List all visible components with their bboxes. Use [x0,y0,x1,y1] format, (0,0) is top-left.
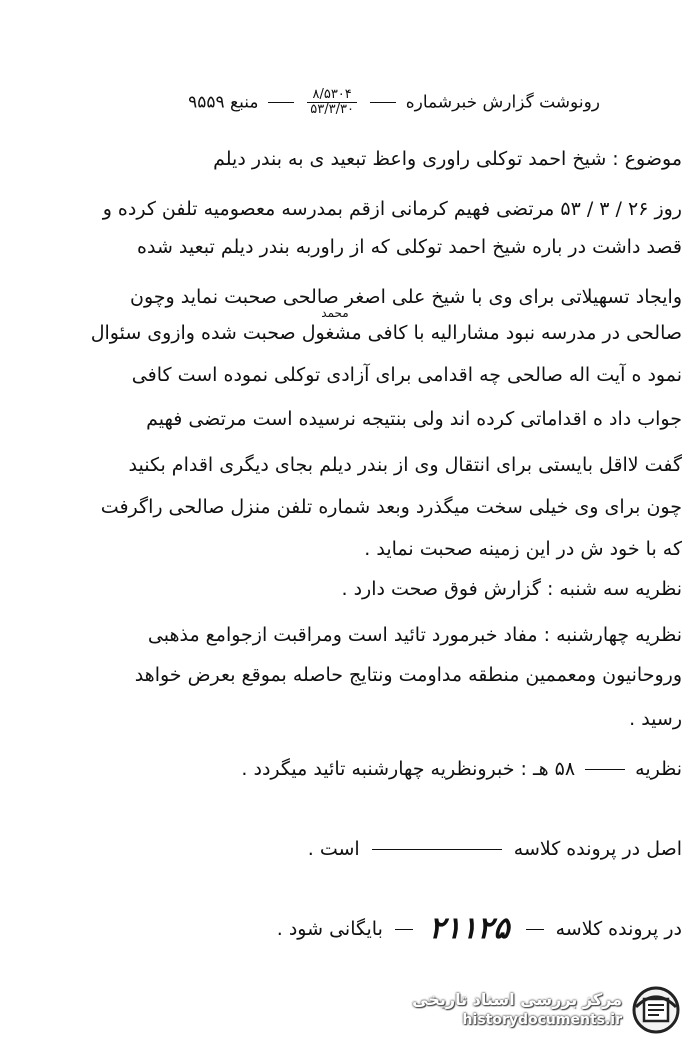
final-opinion-dash [585,769,625,770]
opinion-wednesday: نظریه چهارشنبه : مفاد خبرمورد تائید است ومراقبت ازجوامع مذهبی [147,624,682,646]
body-line: قصد داشت در باره شیخ احمد توکلی که از راوربه بندر دیلم تبعید شده [137,236,682,258]
body-line: صالحی در مدرسه نبود مشارالیه با کافی مشغول صحبت شده وازوی سئوال [90,322,682,344]
final-opinion-label: نظریه [635,758,682,780]
original-file-text: اصل در پرونده کلاسه [513,838,682,860]
report-header [100,88,600,117]
archive-line [200,916,682,942]
inserted-word: محمد [321,306,349,320]
body-line: گفت لااقل بایستی برای انتقال وی از بندر دیلم بجای دیگری اقدام بکنید [128,454,682,476]
archive-blank [526,929,544,930]
report-number [307,88,357,117]
archive-number: ۲۱۱۲۵ [428,916,510,942]
body-line: چون برای وی خیلی سخت میگذرد وبعد شماره تلفن منزل صالحی راگرفت [100,496,682,518]
opinion-tuesday: نظریه سه شنبه : گزارش فوق صحت دارد . [341,578,682,600]
original-file-tail: است . [307,838,360,860]
watermark-text [412,989,622,1029]
final-opinion [14,756,682,782]
report-number-bottom: ۵۳/۳/۳۰ [310,102,354,117]
header-dash [268,102,294,103]
original-file-blank [372,849,502,850]
body-line: روز ۲۶ / ۳ / ۵۳ مرتضی فهیم کرمانی ازقم بمدرسه معصومیه تلفن کرده و [102,198,682,220]
archive-text: در پرونده کلاسه [555,918,682,940]
opinion-line: وروحانیون ومعممین منطقه مداومت ونتایج حاصله بموقع بعرض خواهد [134,664,682,686]
archive-blank [395,929,413,930]
final-opinion-code: ۵۸ هـ [533,758,576,780]
opinion-line: رسید . [629,708,682,730]
body-line: که با خود ش در این زمینه صحبت نماید . [364,538,682,560]
watermark-url: historydocuments.ir [462,1012,622,1028]
final-opinion-text: : خبرونظریه چهارشنبه تائید میگردد . [241,758,527,780]
archive-logo-icon [630,985,682,1035]
watermark-title: مرکز بررسی اسناد تاریخی [412,990,622,1009]
archive-watermark [386,985,686,1035]
subject-line: موضوع : شیخ احمد توکلی راوری واعظ تبعید ی به بندر دیلم [213,148,682,170]
header-dash [370,102,396,103]
source-number: منبع ۹۵۵۹ [188,92,259,113]
body-line: وایجاد تسهیلاتی برای وی با شیخ علی اصغر صالحی صحبت نماید وچون [130,286,682,308]
report-number-top: ۸/۵۳۰۴ [307,88,357,103]
archive-tail: بایگانی شود . [276,918,383,940]
body-line: نمود ه آیت اله صالحی چه اقدامی برای آزادی توکلی نموده است کافی [131,364,682,386]
body-line: جواب داد ه اقداماتی کرده اند ولی بنتیجه نرسیده است مرتضی فهیم [146,408,682,430]
original-file-line [200,836,682,862]
header-text: رونوشت گزارش خبرشماره [405,92,600,113]
